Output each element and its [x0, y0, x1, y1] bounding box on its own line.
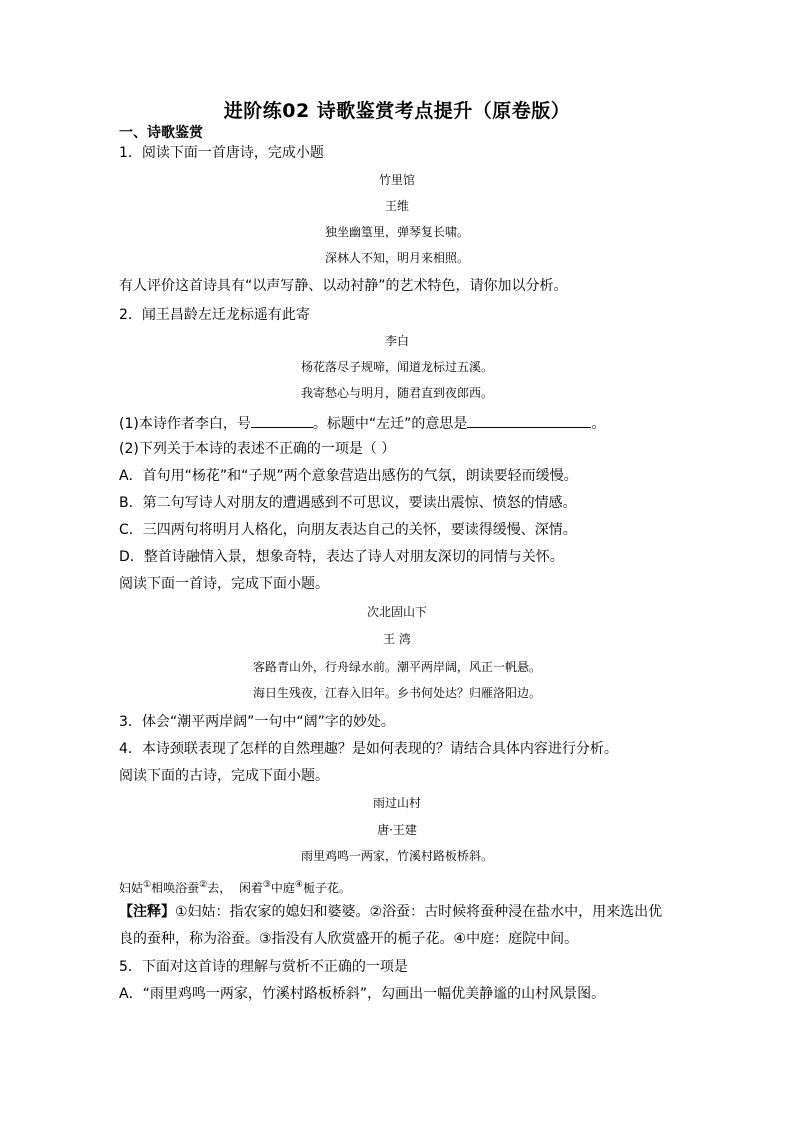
q5-poem-line-1: 雨里鸡鸣一两家，竹溪村路板桥斜。	[300, 849, 493, 863]
q3-question: 3．体会“潮平两岸阔”一句中“阔”字的妙处。	[119, 714, 395, 730]
note-label: 【注释】	[119, 904, 175, 920]
zuoqian-answer-blank[interactable]	[467, 413, 591, 428]
q2-option-d: D．整首诗融情入景，想象奇特，表达了诗人对朋友深切的同情与关怀。	[119, 549, 564, 565]
q2-option-b: B．第二句写诗人对朋友的遭遇感到不可思议，要读出震惊、愤怒的情感。	[119, 495, 577, 511]
q1-poem-author: 王维	[384, 199, 409, 213]
q5-note-line-1	[119, 903, 662, 921]
q5-poem-author: 唐·王建	[377, 823, 417, 837]
q1-question: 有人评价这首诗具有“以声写静、以动衬静”的艺术特色，请你加以分析。	[119, 278, 568, 294]
poem-text-yucan: 相唤浴蚕	[151, 881, 200, 895]
footnote-marker-2: ②	[199, 880, 208, 890]
poem-text-zhongting: 中庭	[270, 881, 295, 895]
q1-poem-line-1: 独坐幽篁里，弹琴复长啸。	[324, 225, 469, 239]
q2-sub-question-2: (2)下列关于本诗的表述不正确的一项是（ ）	[119, 441, 396, 457]
q5-option-a: A．“雨里鸡鸣一两家，竹溪村路板桥斜”，勾画出一幅优美静谧的山村风景图。	[119, 986, 606, 1002]
q2-sub1-text-c: 。	[591, 416, 606, 432]
q34-intro: 阅读下面一首诗，完成下面小题。	[119, 576, 329, 592]
poem-text-xianzhe: 去， 闲着	[207, 881, 263, 895]
q4-question: 4．本诗颈联表现了怎样的自然理趣？是如何表现的？请结合具体内容进行分析。	[119, 741, 618, 757]
poem-text-fugu: 妇姑	[119, 881, 144, 895]
q1-poem-line-2: 深林人不知，明月来相照。	[324, 251, 469, 265]
q1-stem: 1．阅读下面一首唐诗，完成小题	[119, 145, 324, 161]
q34-poem-author: 王 湾	[383, 632, 411, 646]
q2-option-a: A．首句用“杨花”和“子规”两个意象营造出感伤的气氛，朗读要轻而缓慢。	[119, 468, 578, 484]
q5-intro: 阅读下面的古诗，完成下面小题。	[119, 768, 329, 784]
q2-sub1-text-b: 。标题中“左迁”的意思是	[312, 416, 468, 432]
q5-poem-title: 雨过山村	[372, 796, 421, 810]
poem-text-zhizihua: 栀子花。	[303, 881, 352, 895]
q2-poem-line-2: 我寄愁心与明月，随君直到夜郎西。	[300, 386, 493, 400]
q2-poem-author: 李白	[384, 334, 409, 348]
q5-question: 5．下面对这首诗的理解与赏析不正确的一项是	[119, 959, 408, 975]
note-text-1: ①妇姑：指农家的媳妇和婆婆。②浴蚕：古时候将蚕种浸在盐水中，用来选出优	[175, 904, 663, 920]
q2-sub1-text-a: (1)本诗作者李白，号	[119, 416, 251, 432]
q1-poem-title: 竹里馆	[378, 173, 415, 187]
q34-poem-line-1: 客路青山外，行舟绿水前。潮平两岸阔，风正一帆悬。	[252, 660, 541, 674]
q2-sub-question-1	[119, 413, 605, 433]
q2-stem: 2．闻王昌龄左迁龙标遥有此寄	[119, 307, 310, 323]
section-heading: 一、诗歌鉴赏	[119, 125, 203, 141]
q34-poem-line-2: 海日生残夜，江春入旧年。乡书何处达？归雁洛阳边。	[252, 686, 541, 700]
q5-poem-line-2	[119, 876, 351, 897]
q2-option-c: C．三四两句将明月人格化，向朋友表达自己的关怀，要读得缓慢、深情。	[119, 522, 577, 538]
hao-answer-blank[interactable]	[251, 413, 313, 428]
footnote-marker-4: ④	[294, 880, 303, 890]
q5-note-line-2: 良的蚕种，称为浴蚕。③指没有人欣赏盛开的栀子花。④中庭：庭院中间。	[119, 931, 579, 947]
footnote-marker-3: ③	[262, 880, 271, 890]
page-title: 进阶练02 诗歌鉴赏考点提升（原卷版）	[223, 100, 571, 122]
q2-poem-line-1: 杨花落尽子规啼，闻道龙标过五溪。	[300, 360, 493, 374]
q34-poem-title: 次北固山下	[366, 605, 427, 619]
footnote-marker-1: ①	[143, 880, 152, 890]
